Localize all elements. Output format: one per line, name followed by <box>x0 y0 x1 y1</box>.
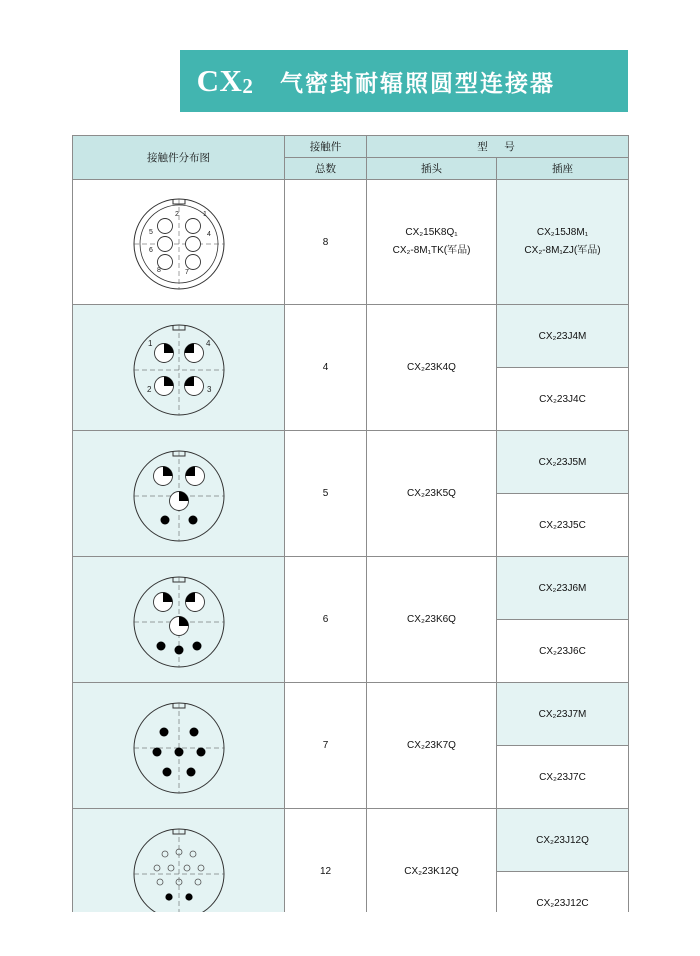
contact-count: 12 <box>285 809 367 935</box>
plug-models <box>367 557 497 683</box>
contact-layout-8-diagram <box>73 180 284 304</box>
contact-layout-6-cell <box>73 557 285 683</box>
socket-models <box>497 180 629 305</box>
header-socket: 插座 <box>497 158 629 180</box>
svg-text:6: 6 <box>148 247 153 254</box>
contact-layout-6-diagram <box>73 557 284 682</box>
series-code <box>180 50 270 112</box>
plug-model-line: CX₂23K6Q <box>407 613 456 625</box>
plug-models <box>367 683 497 809</box>
socket-model-top: CX₂23J7M <box>497 683 629 746</box>
connector-face-6 <box>119 564 239 676</box>
svg-text:1: 1 <box>147 338 152 348</box>
header-plug: 插头 <box>367 158 497 180</box>
series-code-text: CX <box>196 63 243 98</box>
contact-count: 5 <box>285 431 367 557</box>
contact-layout-4-cell <box>73 305 285 431</box>
socket-model-bottom: CX₂23J5C <box>497 494 629 557</box>
contact-layout-5-diagram <box>73 431 284 556</box>
table-row <box>73 809 629 872</box>
plug-model-line: CX₂23K4Q <box>407 361 456 373</box>
page-footer-margin <box>0 912 700 956</box>
svg-text:5: 5 <box>148 229 153 236</box>
svg-text:4: 4 <box>205 338 210 348</box>
socket-model-bottom: CX₂23J12C <box>497 872 629 935</box>
svg-text:1: 1 <box>202 211 207 218</box>
socket-model-line: CX₂15J8M₁ <box>536 227 589 238</box>
connector-face-5 <box>119 438 239 550</box>
table-row <box>73 683 629 746</box>
plug-model-line: CX₂23K7Q <box>407 739 456 751</box>
svg-text:4: 4 <box>206 231 211 238</box>
table-row <box>73 305 629 368</box>
socket-model-bottom: CX₂23J7C <box>497 746 629 809</box>
table-row <box>73 431 629 494</box>
series-code-subscript: 2 <box>242 73 254 98</box>
connector-face-8 <box>119 186 239 298</box>
connector-face-7 <box>119 690 239 802</box>
contact-count: 4 <box>285 305 367 431</box>
svg-text:3: 3 <box>206 384 211 394</box>
socket-model-bottom: CX₂23J4C <box>497 368 629 431</box>
connector-face-12 <box>119 816 239 928</box>
contact-count: 7 <box>285 683 367 809</box>
plug-model-line: CX₂15K8Q₁ <box>405 227 458 238</box>
page-title: 气密封耐辐照圆型连接器 <box>280 69 555 96</box>
plug-models <box>367 431 497 557</box>
socket-model-top: CX₂23J5M <box>497 431 629 494</box>
socket-model-top: CX₂23J6M <box>497 557 629 620</box>
table-row <box>73 180 629 305</box>
header-count-line2: 总数 <box>285 158 367 180</box>
contact-layout-5-cell <box>73 431 285 557</box>
connector-face-4 <box>119 312 239 424</box>
contact-count: 8 <box>285 180 367 305</box>
header-diagram: 接触件分布图 <box>73 136 285 180</box>
table-row <box>73 557 629 620</box>
contact-layout-8-cell <box>73 180 285 305</box>
header-count-line1: 接触件 <box>285 136 367 158</box>
socket-model-top: CX₂23J12Q <box>497 809 629 872</box>
plug-models <box>367 180 497 305</box>
contact-count: 6 <box>285 557 367 683</box>
plug-models <box>367 305 497 431</box>
socket-model-line: CX₂-8M₁ZJ(军品) <box>524 245 601 256</box>
socket-model-bottom: CX₂23J6C <box>497 620 629 683</box>
contact-layout-7-diagram <box>73 683 284 808</box>
plug-model-line: CX₂23K12Q <box>404 865 459 877</box>
header-banner-left-blank <box>72 50 180 112</box>
svg-text:7: 7 <box>184 269 189 276</box>
contact-layout-7-cell <box>73 683 285 809</box>
header-model-group: 型 号 <box>367 136 629 158</box>
socket-model-top: CX₂23J4M <box>497 305 629 368</box>
plug-model-line: CX₂23K5Q <box>407 487 456 499</box>
svg-text:2: 2 <box>146 384 151 394</box>
svg-text:2: 2 <box>174 211 179 218</box>
connector-models-table <box>72 135 629 935</box>
plug-model-line: CX₂-8M₁TK(军品) <box>392 245 471 256</box>
svg-text:8: 8 <box>156 267 161 274</box>
table-header-row-1 <box>73 136 629 158</box>
contact-layout-4-diagram <box>73 305 284 430</box>
